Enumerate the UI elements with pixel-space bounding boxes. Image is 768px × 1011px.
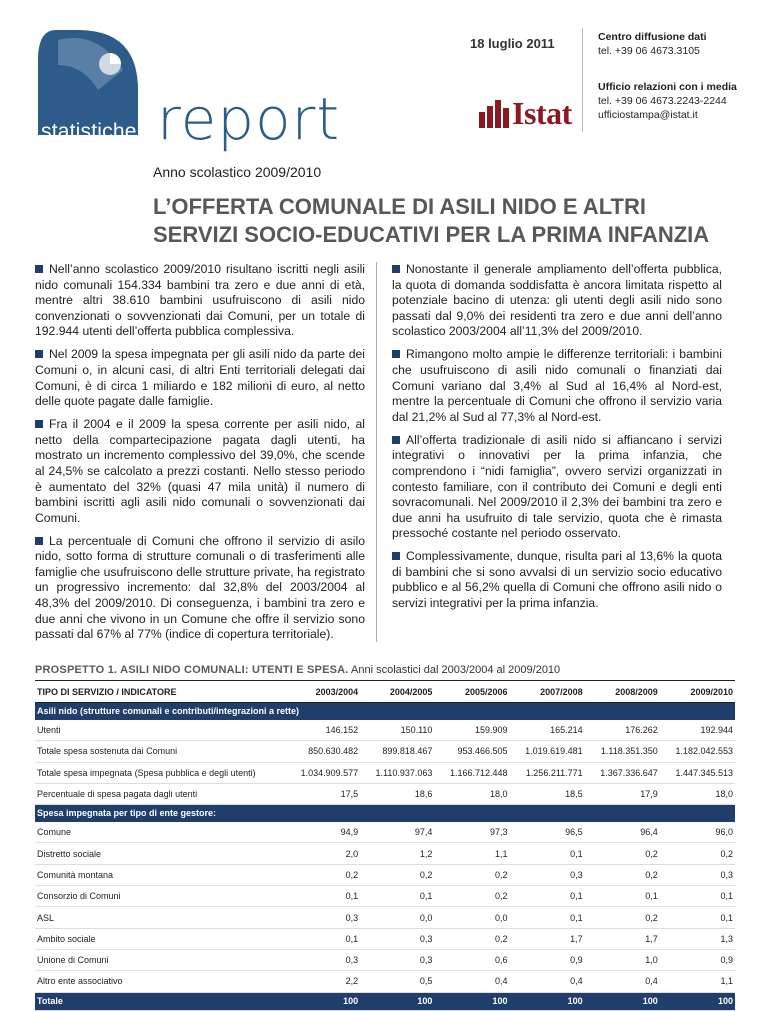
bullet-icon [35, 420, 43, 428]
cell-value: 0,3 [360, 928, 434, 949]
paragraph-text: Nonostante il generale ampliamento dell’offerta pubblica, la quota di domanda soddisfatta è ancora limitata rispetto al potenziale bacino di utenza: gli utenti degli asili nido sono passati dal 9,0% dei residenti tra zero e due anni dell’anno scolastico 2003/2004 all’11,3% del 2009/2010. [392, 262, 722, 339]
paragraph-text: Nell’anno scolastico 2009/2010 risultano iscritti negli asili nido comunali 154.334 bambini tra zero e due anni di età, mentre altri 38.610 bambini usufruiscono di asili nido convenzionati o sovvenzionati dai Comuni, per un totale di 192.944 utenti dell’offerta pubblica complessiva. [35, 262, 365, 339]
cell-value: 0,3 [285, 949, 360, 970]
cell-value: 1.019.619.481 [510, 741, 585, 762]
data-table [35, 680, 735, 1011]
cell-value: 1.034.909.577 [285, 762, 360, 783]
header-cell: 2007/2008 [510, 681, 585, 703]
bullet-icon [392, 436, 400, 444]
row-label: Comune [35, 822, 285, 843]
cell-value: 1,7 [585, 928, 660, 949]
cell-value: 0,0 [360, 907, 434, 928]
cell-value: 100 [510, 992, 585, 1010]
cell-value: 100 [434, 992, 509, 1010]
cell-value: 0,5 [360, 971, 434, 992]
cell-value: 0,4 [585, 971, 660, 992]
cell-value: 0,2 [434, 864, 509, 885]
document-title [153, 193, 753, 249]
table-title [35, 664, 560, 676]
cell-value: 0,2 [585, 864, 660, 885]
cell-value: 850.630.482 [285, 741, 360, 762]
cell-value: 0,1 [360, 886, 434, 907]
cell-value: 0,1 [660, 907, 735, 928]
cell-value: 18,0 [660, 783, 735, 804]
cell-value: 0,1 [285, 886, 360, 907]
cell-value: 0,3 [660, 864, 735, 885]
table-row [35, 783, 735, 804]
report-logo [38, 22, 341, 153]
contact2-phone: tel. +39 06 4673.2243-2244 [598, 95, 727, 107]
cell-value: 0,2 [285, 864, 360, 885]
title-line-2: SERVIZI SOCIO-EDUCATIVI PER LA PRIMA INFANZIA [153, 222, 710, 247]
right-column [392, 262, 722, 619]
left-paragraph [35, 417, 365, 526]
table-row [35, 928, 735, 949]
cell-value: 0,3 [510, 864, 585, 885]
row-label: Comunità montana [35, 864, 285, 885]
cell-value: 1,0 [585, 949, 660, 970]
cell-value: 953.466.505 [434, 741, 509, 762]
cell-value: 17,5 [285, 783, 360, 804]
contact1-phone: tel. +39 06 4673.3105 [598, 45, 700, 57]
cell-value: 0,3 [285, 907, 360, 928]
cell-value: 150.110 [360, 720, 434, 741]
cell-value: 0,6 [434, 949, 509, 970]
header-cell: 2004/2005 [360, 681, 434, 703]
contact-data-center [598, 30, 707, 58]
cell-value: 0,2 [585, 907, 660, 928]
header-cell: TIPO DI SERVIZIO / INDICATORE [35, 681, 285, 703]
table-section-row [35, 805, 735, 822]
table-title-rest: Anni scolastici dal 2003/2004 al 2009/2010 [348, 664, 561, 676]
row-label: Utenti [35, 720, 285, 741]
cell-value: 1,3 [660, 928, 735, 949]
table-row [35, 822, 735, 843]
cell-value: 2,2 [285, 971, 360, 992]
paragraph-text: La percentuale di Comuni che offrono il servizio di asilo nido, sotto forma di strutture comunali o di trasferimenti alle famiglie che usufruiscono delle strutture private, ha registrato un progressivo incremento: dal 32,8% del 2003/2004 al 48,3% del 2009/2010. Di conseguenza, i bambini tra zero e due anni che vivono in un Comune che offre il servizio sono passati dal 67% al 77% (indice di copertura territoriale). [35, 533, 365, 642]
cell-value: 2,0 [285, 843, 360, 864]
paragraph-text: Complessivamente, dunque, risulta pari al 13,6% la quota di bambini che si sono avvalsi di un servizio socio educativo pubblico e al 56,2% quella di Comuni che offrono asili nido o servizi integrativi per la prima infanzia. [392, 549, 722, 611]
row-label: Totale [35, 992, 285, 1010]
right-paragraph [392, 549, 722, 611]
header-cell: 2009/2010 [660, 681, 735, 703]
row-label: Ambito sociale [35, 928, 285, 949]
paragraph-text: All’offerta tradizionale di asili nido si affiancano i servizi integrativi o innovativi per la prima infanzia, che comprendono i “nidi famiglia”, ovvero servizi organizzati in contesto familiare, con il contributo dei Comuni e degli enti sovracomunali. Nel 2009/2010 il 2,3% dei bambini tra zero e due anni ha usufruito di tale servizio, quota che è rimasta pressoché costante nel periodo osservato. [392, 432, 722, 541]
section-label: Spesa impegnata per tipo di ente gestore: [35, 805, 735, 822]
left-paragraph [35, 534, 365, 643]
contact2-title: Ufficio relazioni con i media [598, 81, 737, 93]
cell-value: 1,2 [360, 843, 434, 864]
cell-value: 0,4 [434, 971, 509, 992]
cell-value: 1,1 [660, 971, 735, 992]
cell-value: 100 [285, 992, 360, 1010]
table-row [35, 971, 735, 992]
left-column [35, 262, 365, 650]
cell-value: 18,0 [434, 783, 509, 804]
cell-value: 100 [360, 992, 434, 1010]
cell-value: 18,6 [360, 783, 434, 804]
header-cell: 2005/2006 [434, 681, 509, 703]
cell-value: 1.182.042.553 [660, 741, 735, 762]
bullet-icon [35, 537, 43, 545]
row-label: Totale spesa sostenuta dai Comuni [35, 741, 285, 762]
cell-value: 1.110.937.063 [360, 762, 434, 783]
cell-value: 0,1 [510, 843, 585, 864]
cell-value: 96,0 [660, 822, 735, 843]
cell-value: 0,2 [434, 886, 509, 907]
cell-value: 97,3 [434, 822, 509, 843]
right-paragraph [392, 347, 722, 425]
cell-value: 165.214 [510, 720, 585, 741]
table-row [35, 907, 735, 928]
cell-value: 0,1 [285, 928, 360, 949]
document-subtitle: Anno scolastico 2009/2010 [153, 164, 322, 180]
cell-value: 899.818.467 [360, 741, 434, 762]
row-label: Altro ente associativo [35, 971, 285, 992]
release-date: 18 luglio 2011 [470, 36, 555, 51]
cell-value: 146.152 [285, 720, 360, 741]
bullet-icon [35, 265, 43, 273]
cell-value: 0,9 [510, 949, 585, 970]
cell-value: 100 [585, 992, 660, 1010]
left-paragraph [35, 347, 365, 409]
cell-value: 0,1 [510, 886, 585, 907]
section-label: Asili nido (strutture comunali e contributi/integrazioni a rette) [35, 703, 735, 720]
contact-media-office [598, 80, 737, 122]
cell-value: 17,9 [585, 783, 660, 804]
row-label: Totale spesa impegnata (Spesa pubblica e degli utenti) [35, 762, 285, 783]
table-row [35, 864, 735, 885]
cell-value: 0,1 [660, 886, 735, 907]
title-line-1: L’OFFERTA COMUNALE DI ASILI NIDO E ALTRI [153, 194, 646, 219]
cell-value: 0,2 [660, 843, 735, 864]
bullet-icon [392, 552, 400, 560]
table-title-bold: PROSPETTO 1. ASILI NIDO COMUNALI: UTENTI E SPESA. [35, 664, 349, 676]
cell-value: 0,4 [510, 971, 585, 992]
paragraph-text: Nel 2009 la spesa impegnata per gli asili nido da parte dei Comuni o, in alcuni casi, di altri Enti territoriali delegati dai Comuni, è di circa 1 miliardo e 182 milioni di euro, al netto delle quote pagate dalle famiglie. [35, 347, 365, 409]
cell-value: 1,7 [510, 928, 585, 949]
cell-value: 0,2 [360, 864, 434, 885]
cell-value: 94,9 [285, 822, 360, 843]
cell-value: 1.367.336.647 [585, 762, 660, 783]
cell-value: 0,2 [434, 928, 509, 949]
istat-logo-text: Istat [512, 95, 572, 131]
right-paragraph [392, 433, 722, 542]
table-row [35, 886, 735, 907]
column-divider [376, 262, 377, 642]
cell-value: 0,3 [360, 949, 434, 970]
table-total-row [35, 992, 735, 1010]
paragraph-text: Rimangono molto ampie le differenze territoriali: i bambini che usufruiscono di asili nido comunali o finanziati dai Comuni variano dal 3,4% al Sud al 16,4% al Nord-est, mentre la percentuale di Comuni che offrono il servizio varia dal 21,2% al Sud al 77,3% al Nord-est. [392, 347, 722, 424]
table-header-row [35, 681, 735, 703]
cell-value: 0,1 [585, 886, 660, 907]
cell-value: 159.909 [434, 720, 509, 741]
cell-value: 0,9 [660, 949, 735, 970]
cell-value: 18,5 [510, 783, 585, 804]
cell-value: 97,4 [360, 822, 434, 843]
contact2-email[interactable]: ufficiostampa@istat.it [598, 109, 698, 121]
right-paragraph [392, 262, 722, 340]
row-label: Percentuale di spesa pagata dagli utenti [35, 783, 285, 804]
logo-report-text: report [157, 85, 341, 153]
cell-value: 1,1 [434, 843, 509, 864]
header-divider [582, 28, 583, 132]
row-label: ASL [35, 907, 285, 928]
contact1-title: Centro diffusione dati [598, 31, 707, 43]
bullet-icon [35, 350, 43, 358]
table-row [35, 741, 735, 762]
bullet-icon [392, 265, 400, 273]
cell-value: 0,0 [434, 907, 509, 928]
cell-value: 192.944 [660, 720, 735, 741]
cell-value: 96,5 [510, 822, 585, 843]
table-section-row [35, 703, 735, 720]
table-row [35, 843, 735, 864]
cell-value: 1.118.351.350 [585, 741, 660, 762]
paragraph-text: Fra il 2004 e il 2009 la spesa corrente per asili nido, al netto della compartecipazione pagata dagli utenti, ha mostrato un incremento complessivo del 39,0%, che scende al 24,5% se calcolato a prezzi costanti. Nello stesso periodo è aumentato del 32% (quasi 47 mila unità) il numero di bambini iscritti agli asili nido comunali o sovvenzionati dai Comuni. [35, 417, 365, 525]
row-label: Consorzio di Comuni [35, 886, 285, 907]
table-row [35, 762, 735, 783]
cell-value: 100 [660, 992, 735, 1010]
row-label: Unione di Comuni [35, 949, 285, 970]
cell-value: 176.262 [585, 720, 660, 741]
header-cell: 2003/2004 [285, 681, 360, 703]
cell-value: 0,1 [510, 907, 585, 928]
table-row [35, 720, 735, 741]
header-cell: 2008/2009 [585, 681, 660, 703]
logo-statistiche-text: statistiche [41, 120, 137, 143]
cell-value: 1.256.211.771 [510, 762, 585, 783]
table-row [35, 949, 735, 970]
row-label: Distretto sociale [35, 843, 285, 864]
cell-value: 1.166.712.448 [434, 762, 509, 783]
bullet-icon [392, 350, 400, 358]
cell-value: 1.447.345.513 [660, 762, 735, 783]
left-paragraph [35, 262, 365, 340]
cell-value: 96,4 [585, 822, 660, 843]
cell-value: 0,2 [585, 843, 660, 864]
